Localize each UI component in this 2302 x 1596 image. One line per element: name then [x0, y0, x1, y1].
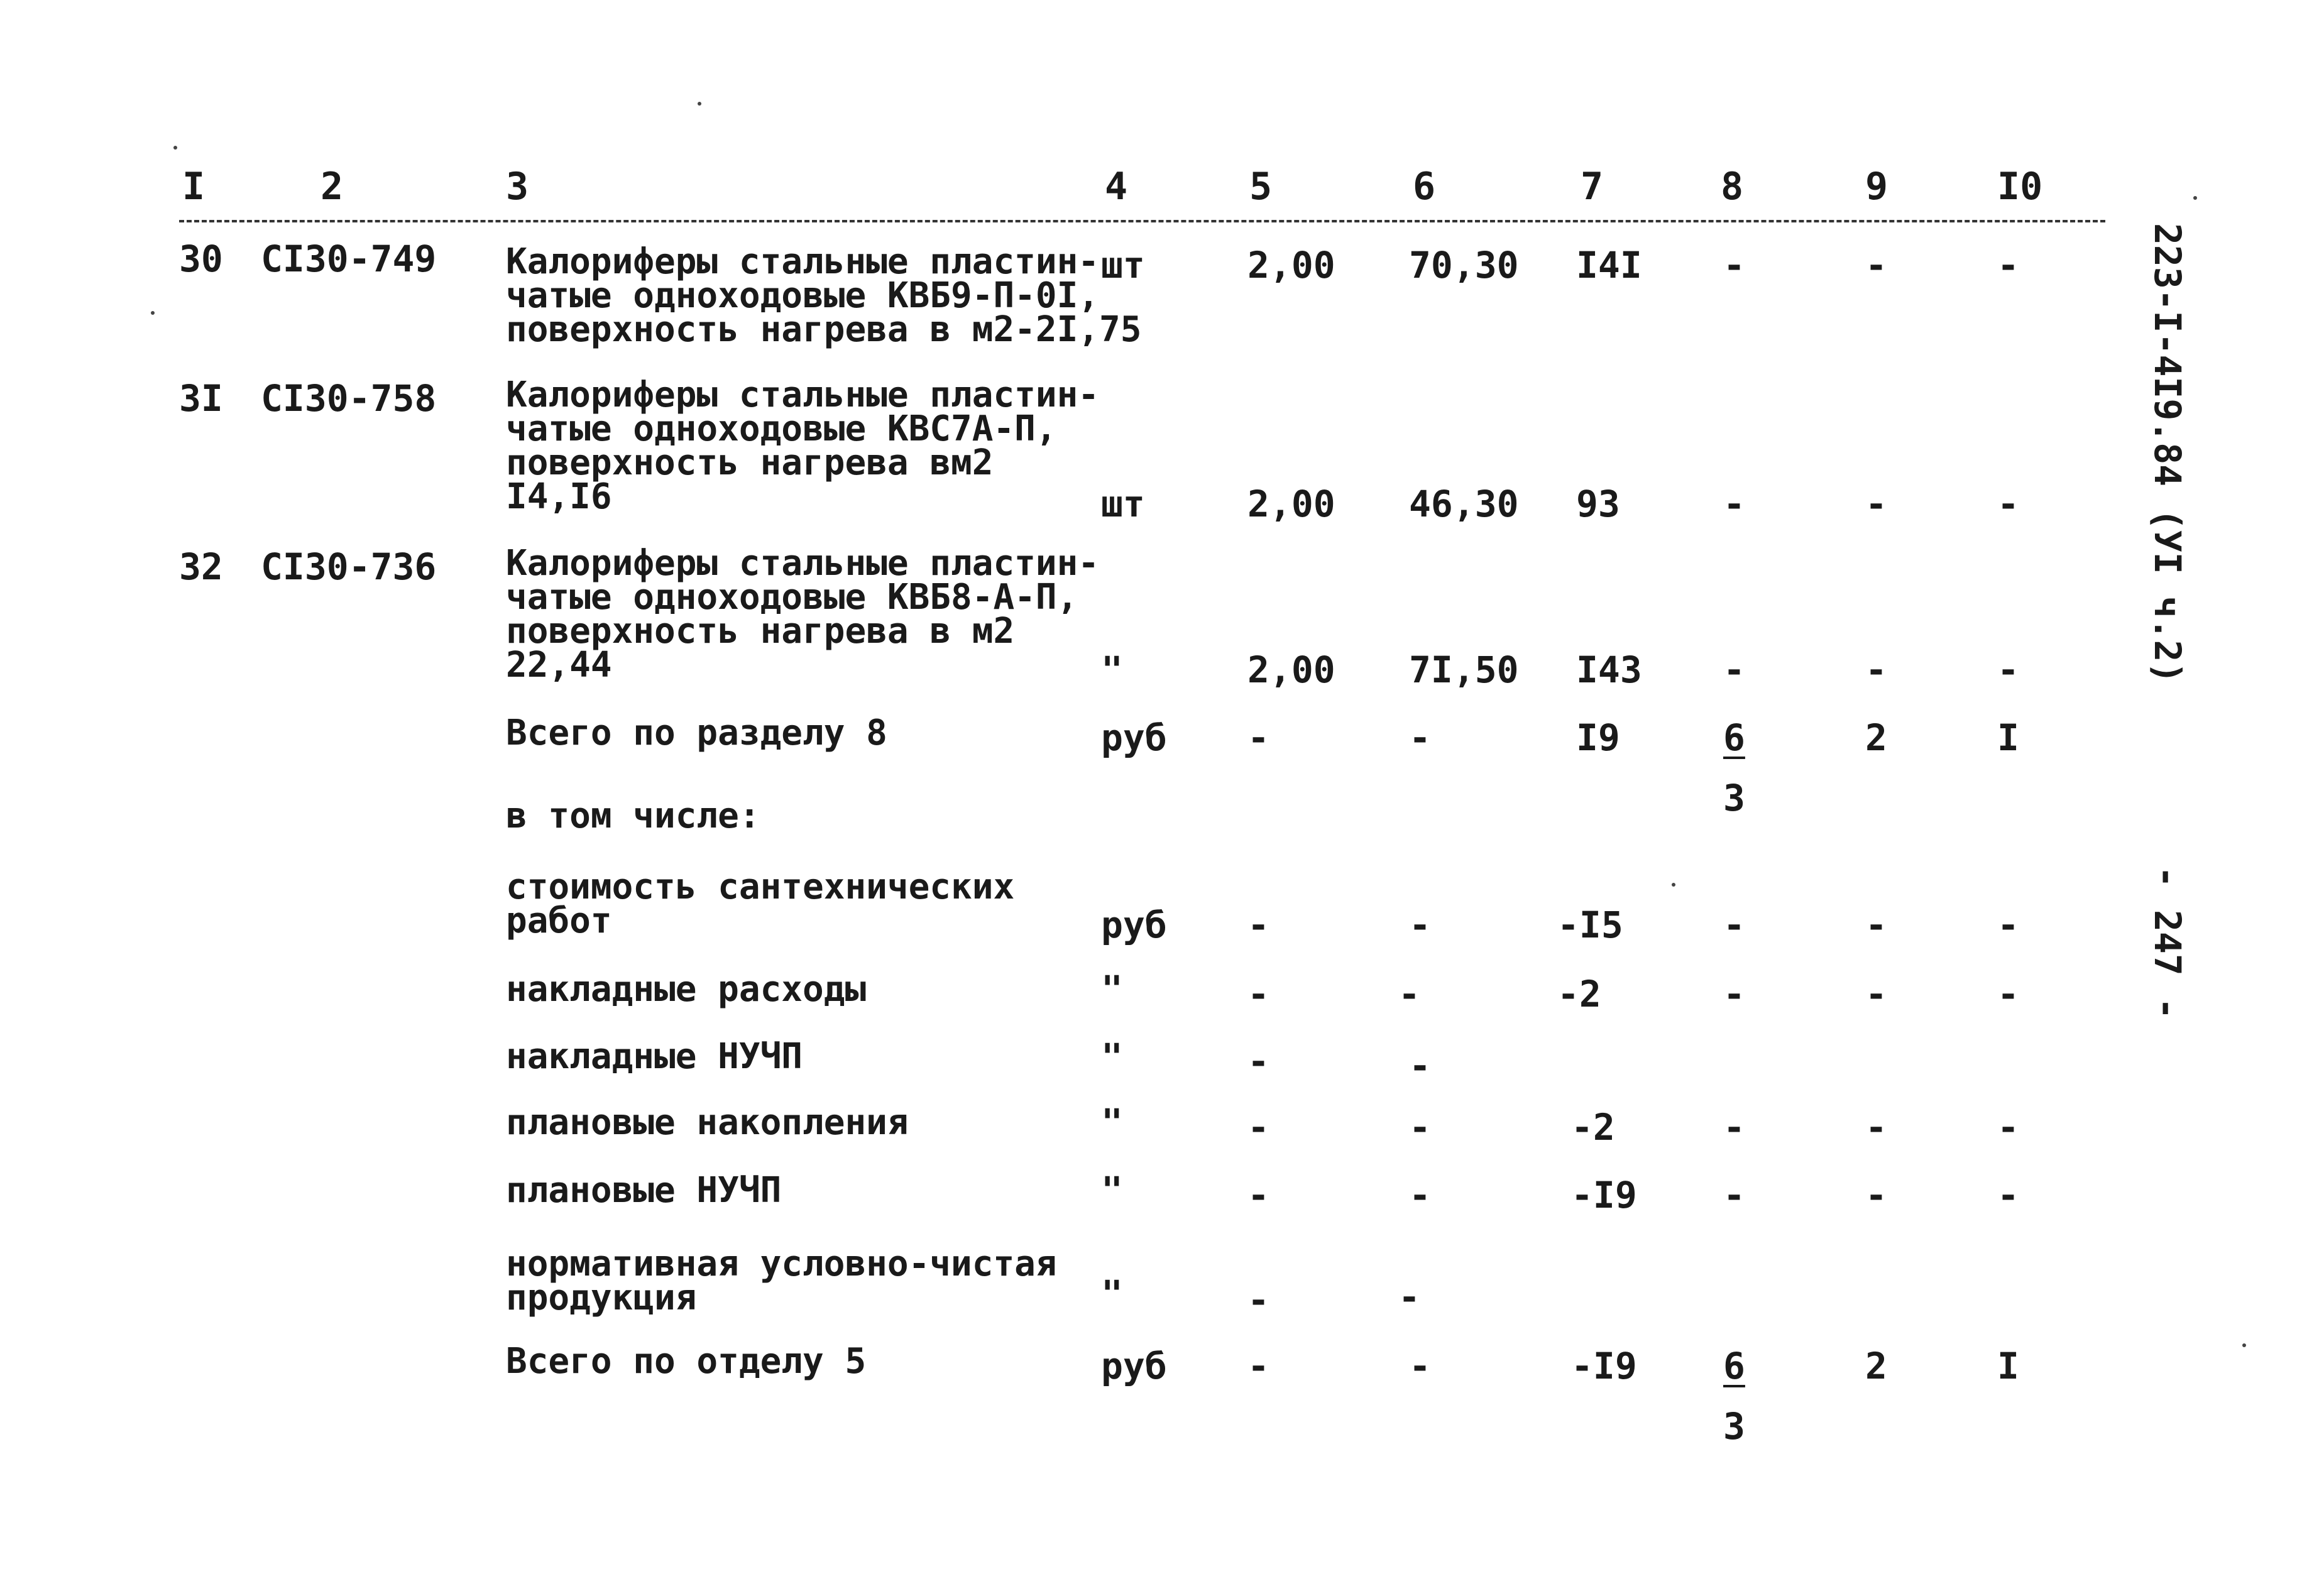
row-col8: - [1723, 648, 1745, 691]
row-unit: шт [1101, 483, 1145, 525]
row-code: CI30-758 [261, 377, 437, 420]
breakdown-col7: -2 [1557, 973, 1601, 1015]
total-section-col9: 2 [1865, 716, 1887, 759]
page-number: - 247 - [2146, 866, 2189, 1020]
header-col-10: I0 [1997, 165, 2043, 209]
row-col6: 46,30 [1409, 483, 1519, 525]
row-number: 3I [179, 377, 223, 420]
scan-speck [2242, 1343, 2246, 1347]
including-label: в том числе: [506, 795, 760, 836]
header-col-5: 5 [1249, 165, 1273, 209]
row-col7: I4I [1576, 244, 1642, 287]
row-col7: 93 [1576, 483, 1620, 525]
breakdown-col6: - [1398, 973, 1420, 1015]
row-number: 30 [179, 238, 223, 280]
row-number: 32 [179, 545, 223, 588]
row-code: CI30-736 [261, 545, 437, 588]
breakdown-col5: - [1247, 1279, 1269, 1321]
scan-speck [1672, 883, 1675, 887]
header-col-8: 8 [1721, 165, 1744, 209]
breakdown-col9: - [1865, 1174, 1887, 1216]
row-col9: - [1865, 648, 1887, 691]
total-department-col5: - [1247, 1345, 1269, 1387]
breakdown-col6: - [1409, 1044, 1431, 1087]
side-document-label [2146, 223, 2189, 1020]
total-department-col10: I [1997, 1345, 2019, 1387]
total-section-unit: руб [1101, 716, 1167, 759]
row-col10: - [1997, 244, 2019, 287]
row-unit: " [1101, 648, 1123, 691]
breakdown-label: накладные расходы [506, 969, 867, 1010]
breakdown-label: плановые накопления [506, 1102, 909, 1143]
breakdown-label: нормативная условно-чистая продукция [506, 1243, 1057, 1318]
header-col-1: I [182, 165, 206, 209]
row-col9: - [1865, 483, 1887, 525]
breakdown-col9: - [1865, 904, 1887, 946]
row-col8: - [1723, 244, 1745, 287]
scan-speck [151, 311, 155, 315]
row-col6: 70,30 [1409, 244, 1519, 287]
breakdown-col9: - [1865, 1106, 1887, 1149]
breakdown-unit: " [1101, 1272, 1123, 1315]
document-code: 223-I-4I9.84 (УI ч.2) [2146, 223, 2189, 684]
row-description: Калориферы стальные пластин- чатые одноходовые КВБ8-А-П, поверхность нагрева в м2 22,44 [506, 543, 1100, 686]
total-section-col8 [1723, 716, 1745, 819]
breakdown-col8: - [1723, 973, 1745, 1015]
row-col10: - [1997, 648, 2019, 691]
fraction-denominator: 3 [1723, 777, 1745, 819]
breakdown-col6: - [1409, 1174, 1431, 1216]
breakdown-col6: - [1409, 1106, 1431, 1149]
breakdown-unit: " [1101, 968, 1123, 1010]
breakdown-col9: - [1865, 973, 1887, 1015]
breakdown-label: накладные НУЧП [506, 1036, 803, 1077]
row-col10: - [1997, 483, 2019, 525]
row-col8: - [1723, 483, 1745, 525]
total-section-col7: I9 [1576, 716, 1620, 759]
row-unit: шт [1101, 244, 1145, 287]
breakdown-unit: " [1101, 1169, 1123, 1211]
breakdown-col7: -2 [1571, 1106, 1615, 1149]
breakdown-unit: руб [1101, 904, 1167, 946]
breakdown-unit: " [1101, 1036, 1123, 1078]
total-department-col9: 2 [1865, 1345, 1887, 1387]
breakdown-col6: - [1398, 1276, 1420, 1318]
breakdown-col10: - [1997, 973, 2019, 1015]
row-col5: 2,00 [1247, 244, 1335, 287]
row-code: CI30-749 [261, 238, 437, 280]
total-department-unit: руб [1101, 1345, 1167, 1387]
row-col5: 2,00 [1247, 648, 1335, 691]
scan-speck [173, 146, 177, 150]
total-department-col8 [1723, 1345, 1745, 1448]
breakdown-col5: - [1247, 904, 1269, 946]
breakdown-label: плановые НУЧП [506, 1170, 782, 1211]
total-section-label: Всего по разделу 8 [506, 713, 887, 753]
total-department-col6: - [1409, 1345, 1431, 1387]
breakdown-col10: - [1997, 1174, 2019, 1216]
row-col5: 2,00 [1247, 483, 1335, 525]
fraction-denominator: 3 [1723, 1405, 1745, 1448]
total-department-col7: -I9 [1571, 1345, 1637, 1387]
breakdown-col7: -I5 [1557, 904, 1623, 946]
header-col-9: 9 [1865, 165, 1888, 209]
breakdown-col7: -I9 [1571, 1174, 1637, 1216]
breakdown-col8: - [1723, 1174, 1745, 1216]
total-section-col5: - [1247, 716, 1269, 759]
breakdown-col5: - [1247, 1174, 1269, 1216]
breakdown-col5: - [1247, 973, 1269, 1015]
row-col6: 7I,50 [1409, 648, 1519, 691]
total-section-col10: I [1997, 716, 2019, 759]
scan-speck [698, 102, 701, 106]
row-col9: - [1865, 244, 1887, 287]
total-department-label: Всего по отделу 5 [506, 1341, 867, 1382]
row-col7: I43 [1576, 648, 1642, 691]
header-col-2: 2 [321, 165, 344, 209]
breakdown-col10: - [1997, 1106, 2019, 1149]
breakdown-label: стоимость сантехнических работ [506, 866, 1015, 941]
breakdown-col5: - [1247, 1040, 1269, 1083]
breakdown-col8: - [1723, 1106, 1745, 1149]
scan-speck [2193, 196, 2197, 200]
breakdown-unit: " [1101, 1101, 1123, 1144]
header-col-4: 4 [1105, 165, 1128, 209]
breakdown-col8: - [1723, 904, 1745, 946]
header-col-3: 3 [506, 165, 529, 209]
row-description: Калориферы стальные пластин- чатые одноходовые КВБ9-П-0I, поверхность нагрева в м2-2I,75 [506, 241, 1142, 350]
header-col-6: 6 [1413, 165, 1436, 209]
header-rule [179, 220, 2105, 222]
fraction-numerator: 6 [1723, 716, 1745, 759]
breakdown-col10: - [1997, 904, 2019, 946]
fraction-numerator: 6 [1723, 1345, 1745, 1387]
breakdown-col6: - [1409, 904, 1431, 946]
total-section-col6: - [1409, 716, 1431, 759]
header-col-7: 7 [1581, 165, 1604, 209]
row-description: Калориферы стальные пластин- чатые одноходовые КВС7А-П, поверхность нагрева вм2 I4,I6 [506, 374, 1100, 517]
breakdown-col5: - [1247, 1106, 1269, 1149]
